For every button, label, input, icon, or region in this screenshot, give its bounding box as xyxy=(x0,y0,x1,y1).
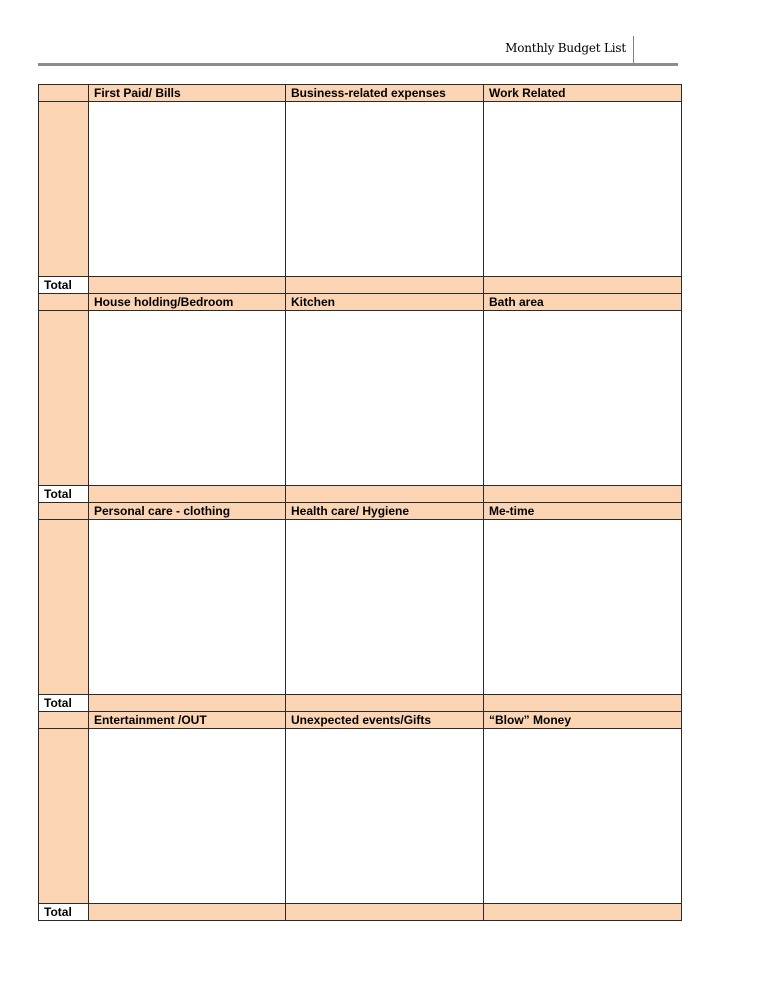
total-cell[interactable] xyxy=(89,695,286,712)
category-header: Entertainment /OUT xyxy=(89,712,286,729)
total-label: Total xyxy=(39,486,89,503)
category-header-row xyxy=(39,712,682,729)
section-side-cell xyxy=(39,294,89,311)
total-cell[interactable] xyxy=(89,486,286,503)
document-title: Monthly Budget List xyxy=(505,41,626,55)
total-label: Total xyxy=(39,904,89,921)
header-divider xyxy=(633,36,634,63)
entry-row xyxy=(39,520,682,695)
section-side-cell xyxy=(39,729,89,904)
total-cell[interactable] xyxy=(286,486,484,503)
total-cell[interactable] xyxy=(484,277,682,294)
category-header: Work Related xyxy=(484,85,682,102)
section-side-cell xyxy=(39,503,89,520)
category-header: House holding/Bedroom xyxy=(89,294,286,311)
category-header: Personal care - clothing xyxy=(89,503,286,520)
category-header: First Paid/ Bills xyxy=(89,85,286,102)
entry-cell[interactable] xyxy=(89,729,286,904)
category-header: Unexpected events/Gifts xyxy=(286,712,484,729)
entry-row xyxy=(39,729,682,904)
category-header: Kitchen xyxy=(286,294,484,311)
entry-cell[interactable] xyxy=(89,311,286,486)
total-cell[interactable] xyxy=(286,277,484,294)
total-cell[interactable] xyxy=(484,904,682,921)
category-header: Me-time xyxy=(484,503,682,520)
category-header-row xyxy=(39,503,682,520)
total-cell[interactable] xyxy=(484,486,682,503)
section-side-cell xyxy=(39,712,89,729)
category-header: “Blow” Money xyxy=(484,712,682,729)
category-header: Bath area xyxy=(484,294,682,311)
entry-cell[interactable] xyxy=(484,520,682,695)
section-side-cell xyxy=(39,520,89,695)
total-row xyxy=(39,277,682,294)
total-label: Total xyxy=(39,695,89,712)
total-row xyxy=(39,695,682,712)
entry-cell[interactable] xyxy=(286,520,484,695)
total-label: Total xyxy=(39,277,89,294)
entry-cell[interactable] xyxy=(484,729,682,904)
category-header-row xyxy=(39,85,682,102)
total-cell[interactable] xyxy=(484,695,682,712)
total-cell[interactable] xyxy=(89,277,286,294)
total-row xyxy=(39,486,682,503)
entry-cell[interactable] xyxy=(286,729,484,904)
total-cell[interactable] xyxy=(286,695,484,712)
category-header: Business-related expenses xyxy=(286,85,484,102)
total-cell[interactable] xyxy=(286,904,484,921)
entry-row xyxy=(39,102,682,277)
section-side-cell xyxy=(39,102,89,277)
section-side-cell xyxy=(39,311,89,486)
total-row xyxy=(39,904,682,921)
page-header xyxy=(38,36,678,66)
budget-table xyxy=(38,84,682,921)
entry-cell[interactable] xyxy=(89,520,286,695)
category-header-row xyxy=(39,294,682,311)
entry-row xyxy=(39,311,682,486)
category-header: Health care/ Hygiene xyxy=(286,503,484,520)
entry-cell[interactable] xyxy=(286,102,484,277)
total-cell[interactable] xyxy=(89,904,286,921)
entry-cell[interactable] xyxy=(286,311,484,486)
entry-cell[interactable] xyxy=(484,102,682,277)
entry-cell[interactable] xyxy=(484,311,682,486)
entry-cell[interactable] xyxy=(89,102,286,277)
section-side-cell xyxy=(39,85,89,102)
